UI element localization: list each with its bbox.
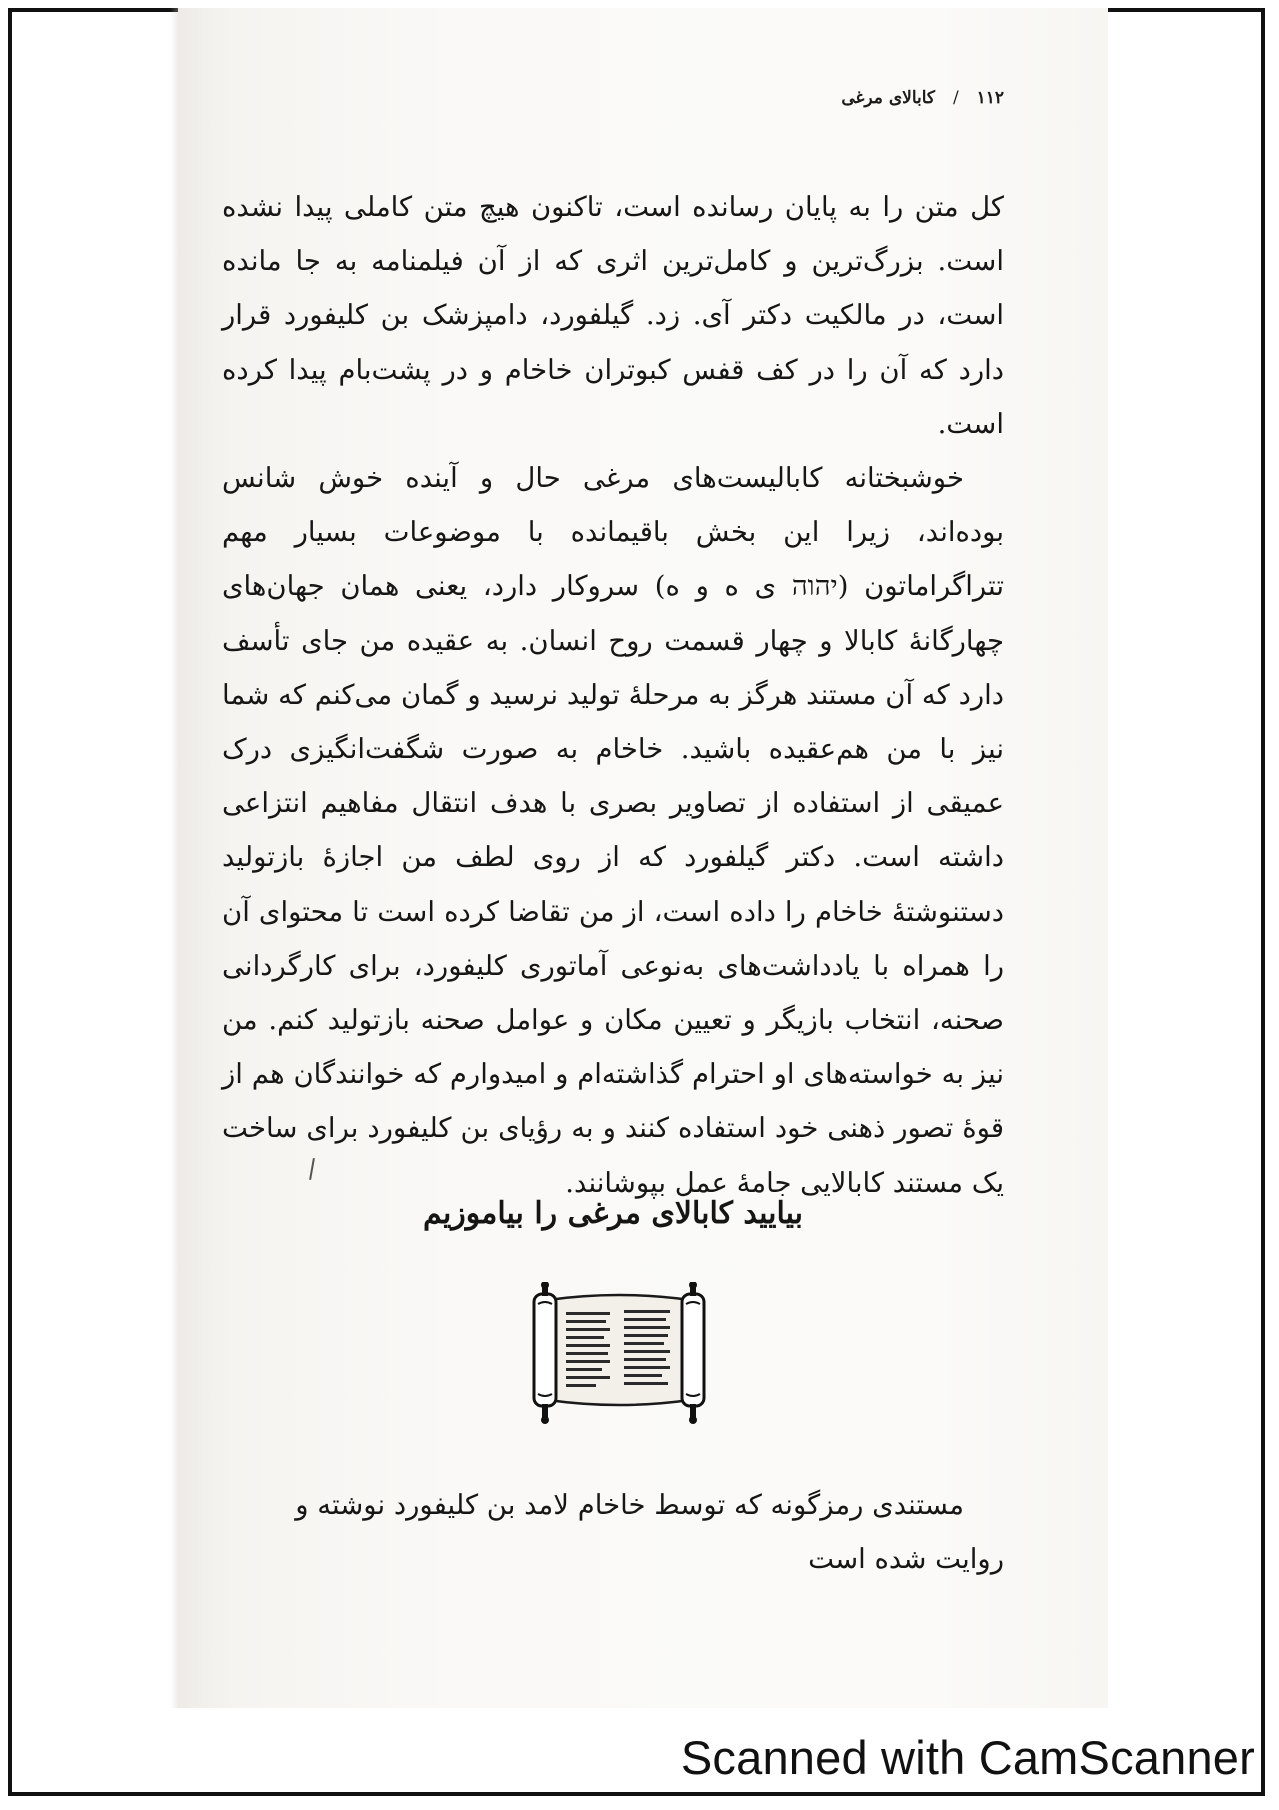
illustration-caption [222, 1478, 1004, 1586]
body-text [222, 180, 1004, 1210]
caption-text: مستندی رمزگونه که توسط خاخام لامد بن کلیفورد نوشته و روایت شده است [295, 1489, 1004, 1575]
page-number: ۱۱۲ [976, 88, 1004, 108]
book-title: کابالای مرغی [841, 88, 936, 108]
running-head [841, 88, 1004, 108]
section-heading: بیایید کابالای مرغی را بیاموزیم [422, 1196, 804, 1231]
running-head-separator: / [952, 88, 959, 108]
torah-scroll-icon [526, 1282, 712, 1424]
paragraph-2: خوشبختانه کابالیست‌های مرغی حال و آینده خوش شانس بوده‌اند، زیرا این بخش باقیمانده با موضوعات بسیار مهم تتراگراماتون (יהוה ی ه و ه) سروکار دارد، یعنی همان جهان‌های چهارگانهٔ کابالا و چهار قسمت روح انسان. به عقیده من جای تأسف دارد که آن مستند هرگز به مرحلهٔ تولید نرسید و گمان می‌کنم که شما نیز با من هم‌عقیده باشید. خاخام به صورت شگفت‌انگیزی درک عمیقی از استفاده از تصاویر بصری با هدف انتقال مفاهیم انتزاعی داشته است. دکتر گیلفورد که از روی لطف من اجازهٔ بازتولید دستنوشتهٔ خاخام را داده است، از من تقاضا کرده است تا محتوای آن را همراه با یادداشت‌های به‌نوعی آماتوری کلیفورد، برای کارگردانی صحنه، انتخاب بازیگر و تعیین مکان و عوامل صحنه بازتولید کنم. من نیز به خواسته‌های او احترام گذاشته‌ام و امیدوارم که خوانندگان هم از قوهٔ تصور ذهنی خود استفاده کنند و به رؤیای بن کلیفورد برای ساخت یک مستند کابالایی جامهٔ عمل بپوشانند. [222, 462, 1004, 1199]
camscanner-watermark: Scanned with CamScanner [680, 1731, 1255, 1784]
paragraph-1: کل متن را به پایان رسانده است، تاکنون هیچ متن کاملی پیدا نشده است. بزرگ‌ترین و کامل‌ترین اثری که از آن فیلمنامه به جا مانده است، در مالکیت دکتر آی. زد. گیلفورد، دامپزشک بن کلیفورد قرار دارد که آن را در کف قفس کبوتران خاخام و در پشت‌بام پیدا کرده است. [222, 191, 1004, 440]
